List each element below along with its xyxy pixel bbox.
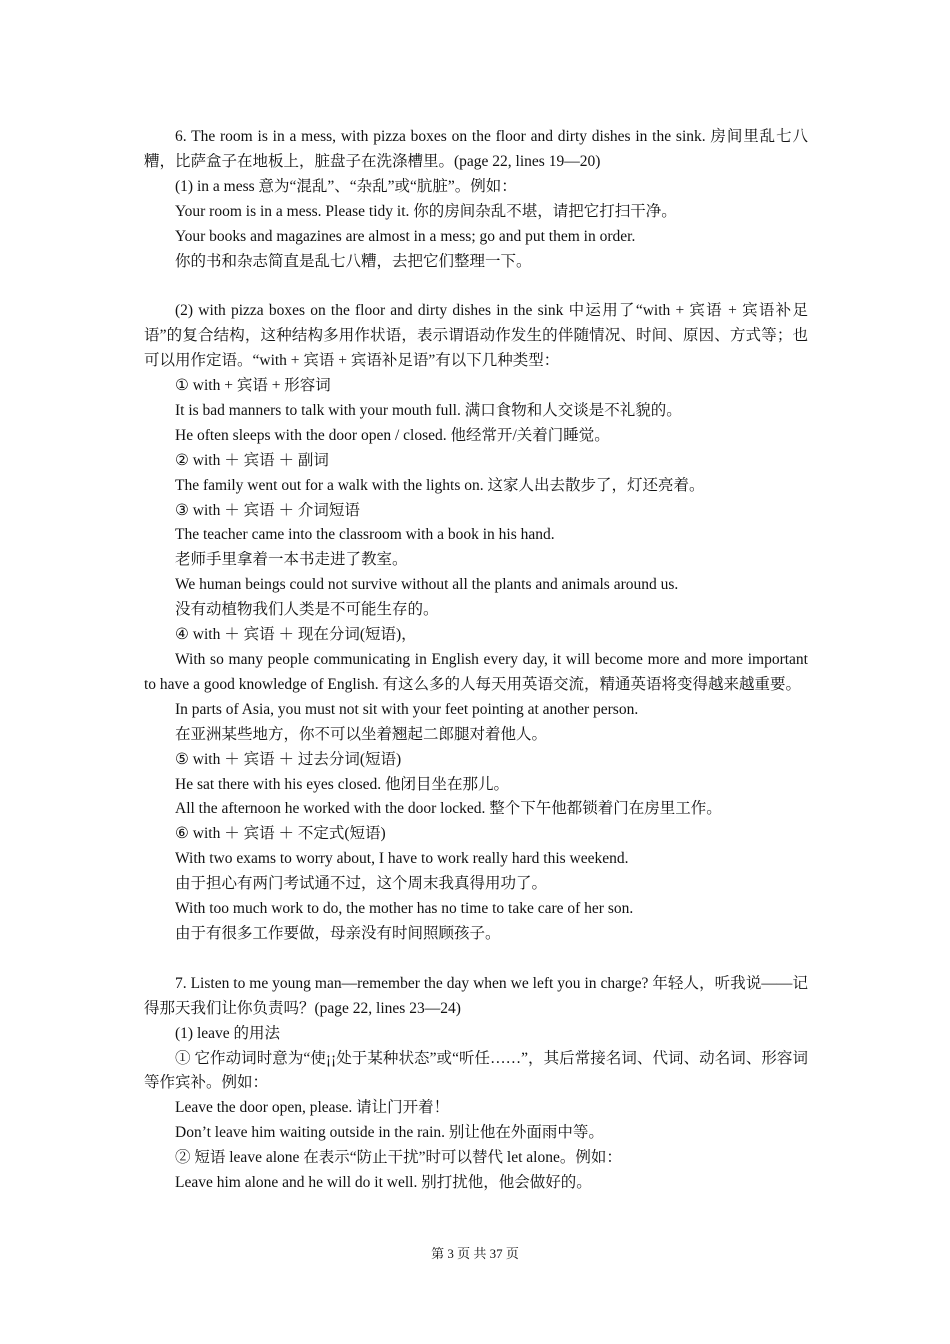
paragraph: (1) leave 的用法	[175, 1024, 281, 1042]
paragraph: Your books and magazines are almost in a mess; go and put them in order.	[175, 227, 636, 245]
paragraph: The teacher came into the classroom with a book in his hand.	[175, 526, 555, 544]
paragraph: 7. Listen to me young man—remember the day when we left you in charge? 年轻人，听我说——记得那天我们让你负责吗？(page 22, lines 23—24)	[144, 974, 808, 1017]
document-body	[144, 125, 808, 1196]
paragraph: 6. The room is in a mess, with pizza boxes on the floor and dirty dishes in the sink. 房间里乱七八糟，比萨盒子在地板上，脏盘子在洗涤槽里。(page 22, lines 19—20)	[144, 128, 808, 170]
paragraph: 老师手里拿着一本书走进了教室。	[175, 551, 408, 569]
paragraph: ② with ＋ 宾语 ＋ 副词	[175, 451, 329, 469]
paragraph: ④ with ＋ 宾语 ＋ 现在分词(短语)，	[175, 626, 417, 644]
paragraph: Your room is in a mess. Please tidy it. 你的房间杂乱不堪，请把它打扫干净。	[175, 202, 677, 220]
page-footer: 第 3 页 共 37 页	[431, 1246, 519, 1261]
paragraph: In parts of Asia, you must not sit with your feet pointing at another person.	[175, 700, 639, 718]
paragraph: ⑤ with ＋ 宾语 ＋ 过去分词(短语)	[175, 750, 402, 768]
paragraph: With two exams to worry about, I have to work really hard this weekend.	[175, 850, 629, 868]
paragraph: It is bad manners to talk with your mouth full. 满口食物和人交谈是不礼貌的。	[175, 401, 682, 419]
paragraph: ⑥ with ＋ 宾语 ＋ 不定式(短语)	[175, 825, 386, 843]
paragraph: Leave him alone and he will do it well. 别打扰他，他会做好的。	[175, 1174, 592, 1192]
paragraph: He sat there with his eyes closed. 他闭目坐在那儿。	[175, 775, 510, 793]
paragraph: With too much work to do, the mother has no time to take care of her son.	[175, 900, 634, 918]
paragraph: The family went out for a walk with the lights on. 这家人出去散步了，灯还亮着。	[175, 476, 705, 494]
paragraph: (2) with pizza boxes on the floor and dirty dishes in the sink 中运用了“with + 宾语 + 宾语补足语”的复合结构，这种结构多用作状语，表示谓语动作发生的伴随情况、时间、原因、方式等；也可以用作定语。“with + 宾语 + 宾语补足语”有以下几种类型：	[144, 302, 808, 370]
paragraph: 你的书和杂志简直是乱七八糟，去把它们整理一下。	[175, 252, 532, 270]
paragraph: (1) in a mess 意为“混乱”、“杂乱”或“肮脏”。例如：	[175, 177, 517, 195]
paragraph: 在亚洲某些地方，你不可以坐着翘起二郎腿对着他人。	[175, 725, 548, 743]
paragraph: 由于有很多工作要做，母亲没有时间照顾孩子。	[175, 924, 501, 942]
paragraph: ② 短语 leave alone 在表示“防止干扰”时可以替代 let alone。例如：	[175, 1149, 622, 1167]
paragraph: All the afternoon he worked with the door locked. 整个下午他都锁着门在房里工作。	[175, 800, 722, 818]
paragraph: With so many people communicating in English every day, it will become more and more important to have a good knowledge of English. 有这么多的人每天用英语交流，精通英语将变得越来越重要。	[144, 651, 808, 693]
blank-line	[144, 274, 808, 299]
paragraph: Leave the door open, please. 请让门开着！	[175, 1099, 450, 1117]
paragraph: ③ with ＋ 宾语 ＋ 介词短语	[175, 501, 360, 519]
paragraph: 由于担心有两门考试通不过，这个周末我真得用功了。	[175, 875, 548, 893]
paragraph: 没有动植物我们人类是不可能生存的。	[175, 601, 439, 619]
paragraph: ① with + 宾语 + 形容词	[175, 377, 331, 395]
paragraph: ① 它作动词时意为“使¡¡处于某种状态”或“听任……”，其后常接名词、代词、动名词、形容词等作宾补。例如：	[144, 1049, 808, 1092]
paragraph: Don’t leave him waiting outside in the rain. 别让他在外面雨中等。	[175, 1124, 604, 1142]
paragraph: He often sleeps with the door open / closed. 他经常开/关着门睡觉。	[175, 426, 610, 444]
blank-line	[144, 947, 808, 972]
paragraph: We human beings could not survive without all the plants and animals around us.	[175, 576, 679, 594]
